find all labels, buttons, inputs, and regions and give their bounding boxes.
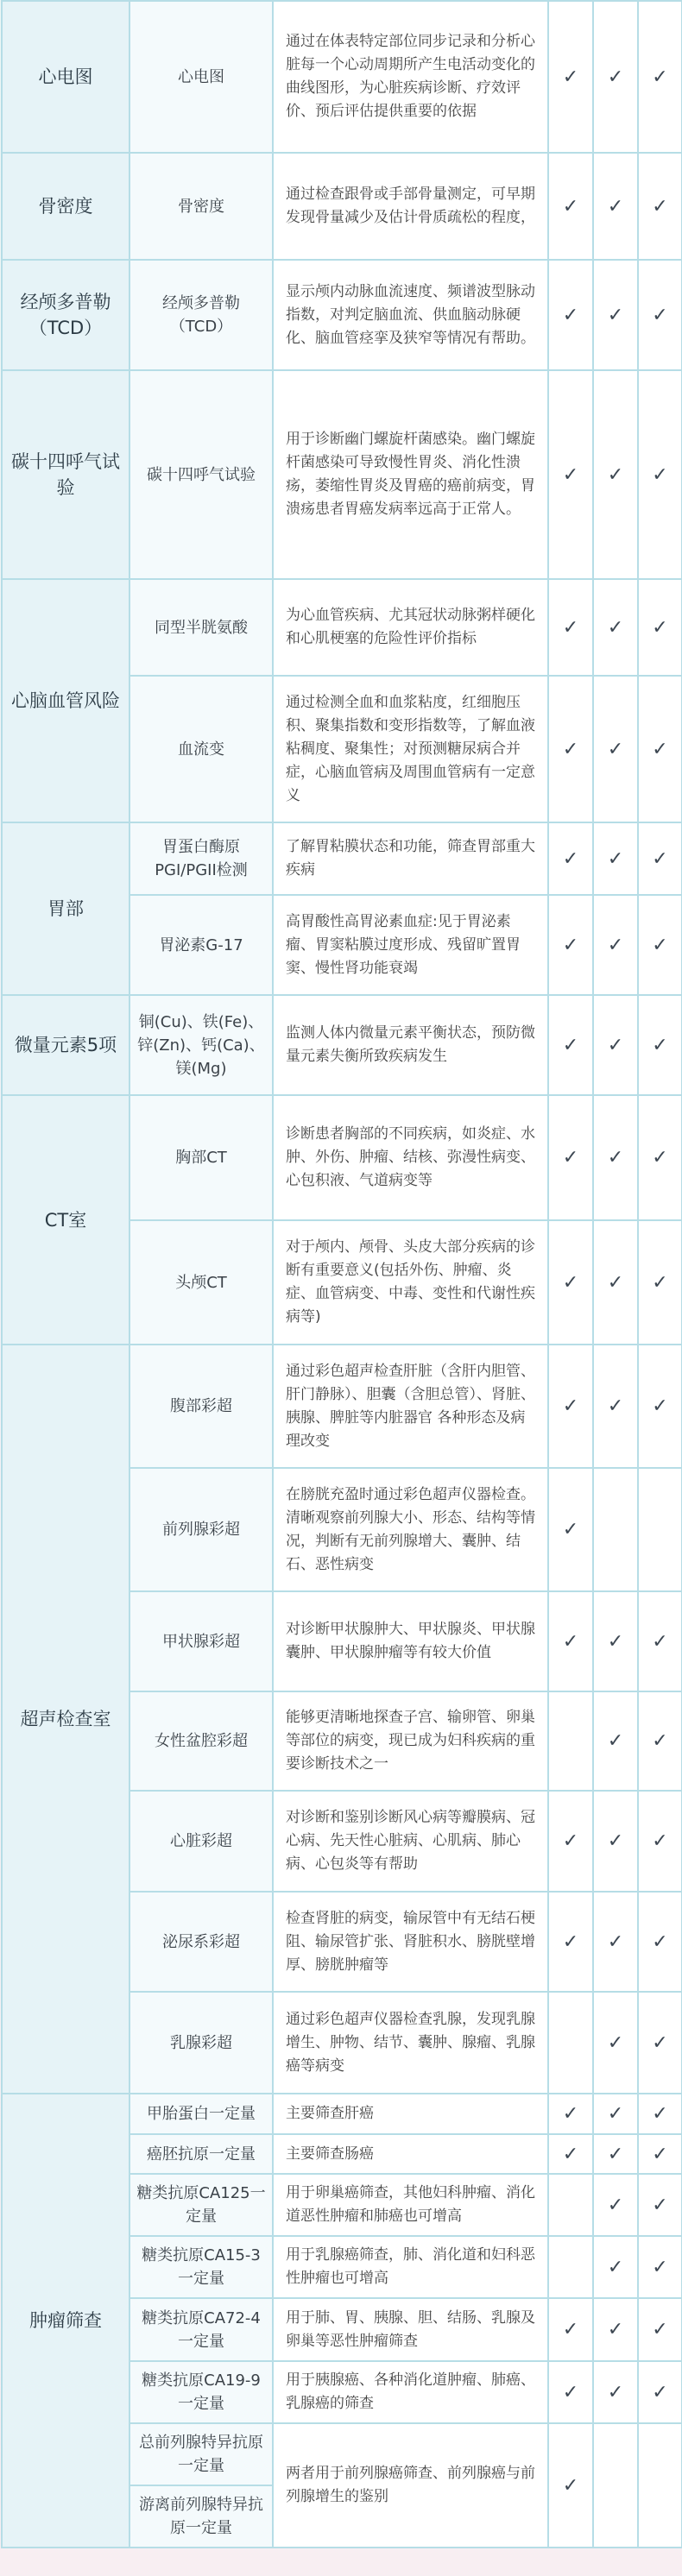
check-cell-2: ✓: [593, 579, 638, 676]
check-cell-2: ✓: [593, 2174, 638, 2236]
item-cell: 糖类抗原CA15-3一定量: [129, 2236, 273, 2298]
table-row: [2, 995, 682, 1095]
check-cell-1: ✓: [548, 1791, 593, 1892]
description-cell: 用于卵巢癌筛查，其他妇科肿瘤、消化道恶性肿瘤和肺癌也可增高: [273, 2174, 548, 2236]
item-cell: 游离前列腺特异抗原一定量: [129, 2485, 273, 2548]
check-cell-2: [593, 2423, 638, 2548]
item-cell: 经颅多普勒（TCD）: [129, 260, 273, 370]
check-cell-3: ✓: [638, 1892, 682, 1992]
check-cell-2: ✓: [593, 2298, 638, 2361]
table-row: [2, 153, 682, 260]
item-cell: 甲状腺彩超: [129, 1591, 273, 1691]
item-cell: 心电图: [129, 1, 273, 153]
check-cell-2: ✓: [593, 370, 638, 579]
check-cell-1: ✓: [548, 1345, 593, 1468]
table-row: [2, 260, 682, 370]
check-cell-3: ✓: [638, 579, 682, 676]
check-cell-1: ✓: [548, 1591, 593, 1691]
description-cell: 显示颅内动脉血流速度、频谱波型脉动指数，对判定脑血流、供血脑动脉硬化、脑血管痉挛及狭窄等情况有帮助。: [273, 260, 548, 370]
check-cell-1: [548, 1691, 593, 1791]
check-cell-3: [638, 1468, 682, 1591]
category-cell: 胃部: [2, 822, 129, 995]
item-cell: 骨密度: [129, 153, 273, 260]
check-cell-1: ✓: [548, 153, 593, 260]
item-cell: 甲胎蛋白一定量: [129, 2094, 273, 2134]
description-cell: 通过检查跟骨或手部骨量测定，可早期发现骨量减少及估计骨质疏松的程度，: [273, 153, 548, 260]
description-cell: 对诊断和鉴别诊断风心病等瓣膜病、冠心病、先天性心脏病、心肌病、肺心病、心包炎等有帮助: [273, 1791, 548, 1892]
check-cell-1: ✓: [548, 895, 593, 995]
category-cell: 心电图: [2, 1, 129, 153]
check-cell-3: ✓: [638, 1345, 682, 1468]
table-row: [2, 1095, 682, 1220]
description-cell: 了解胃粘膜状态和功能，筛查胃部重大疾病: [273, 822, 548, 895]
check-cell-3: ✓: [638, 676, 682, 822]
item-cell: 腹部彩超: [129, 1345, 273, 1468]
check-cell-3: ✓: [638, 1095, 682, 1220]
check-cell-2: ✓: [593, 895, 638, 995]
category-cell: 骨密度: [2, 153, 129, 260]
description-cell: 监测人体内微量元素平衡状态，预防微量元素失衡所致疾病发生: [273, 995, 548, 1095]
check-cell-3: ✓: [638, 260, 682, 370]
table-row: [2, 1345, 682, 1468]
category-cell: 碳十四呼气试验: [2, 370, 129, 579]
check-cell-1: ✓: [548, 2094, 593, 2134]
check-cell-1: ✓: [548, 1095, 593, 1220]
category-cell: 肿瘤筛查: [2, 2094, 129, 2548]
item-cell: 糖类抗原CA72-4一定量: [129, 2298, 273, 2361]
description-cell: 通过彩色超声仪器检查乳腺，发现乳腺增生、肿物、结节、囊肿、腺瘤、乳腺癌等病变: [273, 1992, 548, 2094]
check-cell-1: ✓: [548, 1, 593, 153]
check-cell-1: ✓: [548, 995, 593, 1095]
check-cell-2: ✓: [593, 1095, 638, 1220]
check-cell-3: ✓: [638, 2361, 682, 2423]
description-cell: 通过检测全血和血浆粘度，红细胞压积、聚集指数和变形指数等，了解血液粘稠度、聚集性；对预测糖尿病合并症，心脑血管病及周围血管病有一定意义: [273, 676, 548, 822]
check-cell-2: ✓: [593, 1220, 638, 1345]
table-row: [2, 2094, 682, 2134]
check-cell-3: [638, 2423, 682, 2548]
check-cell-2: ✓: [593, 1345, 638, 1468]
item-cell: 心脏彩超: [129, 1791, 273, 1892]
table-row: [2, 370, 682, 579]
check-cell-2: ✓: [593, 2361, 638, 2423]
item-cell: 胃蛋白酶原PGI/PGII检测: [129, 822, 273, 895]
check-cell-2: ✓: [593, 2134, 638, 2174]
description-cell: 对诊断甲状腺肿大、甲状腺炎、甲状腺囊肿、甲状腺肿瘤等有较大价值: [273, 1591, 548, 1691]
check-cell-1: [548, 2174, 593, 2236]
check-cell-3: ✓: [638, 1791, 682, 1892]
check-cell-1: ✓: [548, 1220, 593, 1345]
check-cell-3: ✓: [638, 153, 682, 260]
description-cell: 用于乳腺癌筛查，肺、消化道和妇科恶性肿瘤也可增高: [273, 2236, 548, 2298]
check-cell-3: ✓: [638, 1591, 682, 1691]
check-cell-3: ✓: [638, 2236, 682, 2298]
description-cell: 两者用于前列腺癌筛查、前列腺癌与前列腺增生的鉴别: [273, 2423, 548, 2548]
check-cell-2: ✓: [593, 1691, 638, 1791]
item-cell: 碳十四呼气试验: [129, 370, 273, 579]
item-cell: 总前列腺特异抗原一定量: [129, 2423, 273, 2485]
check-cell-3: ✓: [638, 1220, 682, 1345]
table-row: [2, 1, 682, 153]
item-cell: 前列腺彩超: [129, 1468, 273, 1591]
item-cell: 乳腺彩超: [129, 1992, 273, 2094]
check-cell-3: ✓: [638, 2134, 682, 2174]
check-cell-1: ✓: [548, 579, 593, 676]
item-cell: 糖类抗原CA125一定量: [129, 2174, 273, 2236]
check-cell-2: ✓: [593, 2236, 638, 2298]
check-cell-1: [548, 2236, 593, 2298]
item-cell: 胸部CT: [129, 1095, 273, 1220]
check-cell-2: ✓: [593, 1791, 638, 1892]
item-cell: 胃泌素G-17: [129, 895, 273, 995]
check-cell-1: ✓: [548, 1892, 593, 1992]
check-cell-1: ✓: [548, 2361, 593, 2423]
table-row: [2, 822, 682, 895]
check-cell-3: ✓: [638, 895, 682, 995]
check-cell-2: ✓: [593, 1892, 638, 1992]
description-cell: 诊断患者胸部的不同疾病，如炎症、水肿、外伤、肿瘤、结核、弥漫性病变、心包积液、气道病变等: [273, 1095, 548, 1220]
check-cell-2: [593, 1468, 638, 1591]
description-cell: 为心血管疾病、尤其冠状动脉粥样硬化和心肌梗塞的危险性评价指标: [273, 579, 548, 676]
description-cell: 通过在体表特定部位同步记录和分析心脏每一个心动周期所产生电活动变化的曲线图形，为心脏疾病诊断、疗效评价、预后评估提供重要的依据: [273, 1, 548, 153]
item-cell: 头颅CT: [129, 1220, 273, 1345]
description-cell: 能够更清晰地探查子宫、输卵管、卵巢等部位的病变，现已成为妇科疾病的重要诊断技术之一: [273, 1691, 548, 1791]
item-cell: 癌胚抗原一定量: [129, 2134, 273, 2174]
table-row: [2, 579, 682, 676]
item-cell: 同型半胱氨酸: [129, 579, 273, 676]
check-cell-1: ✓: [548, 676, 593, 822]
check-cell-2: ✓: [593, 2094, 638, 2134]
check-cell-3: ✓: [638, 995, 682, 1095]
category-cell: 心脑血管风险: [2, 579, 129, 822]
description-cell: 主要筛查肝癌: [273, 2094, 548, 2134]
check-cell-1: [548, 1992, 593, 2094]
check-cell-2: ✓: [593, 822, 638, 895]
check-cell-1: ✓: [548, 2298, 593, 2361]
description-cell: 高胃酸性高胃泌素血症:见于胃泌素瘤、胃窦粘膜过度形成、残留旷置胃窦、慢性肾功能衰竭: [273, 895, 548, 995]
exam-items-table: [1, 0, 682, 2548]
check-cell-3: ✓: [638, 1691, 682, 1791]
item-cell: 糖类抗原CA19-9一定量: [129, 2361, 273, 2423]
check-cell-3: ✓: [638, 1, 682, 153]
check-cell-3: ✓: [638, 2174, 682, 2236]
check-cell-2: ✓: [593, 1992, 638, 2094]
check-cell-2: ✓: [593, 153, 638, 260]
check-cell-1: ✓: [548, 2423, 593, 2548]
check-cell-1: ✓: [548, 2134, 593, 2174]
description-cell: 对于颅内、颅骨、头皮大部分疾病的诊断有重要意义(包括外伤、肿瘤、炎症、血管病变、中毒、变性和代谢性疾病等): [273, 1220, 548, 1345]
category-cell: CT室: [2, 1095, 129, 1345]
description-cell: 用于诊断幽门螺旋杆菌感染。幽门螺旋杆菌感染可导致慢性胃炎、消化性溃疡，萎缩性胃炎及胃癌的癌前病变，胃溃疡患者胃癌发病率远高于正常人。: [273, 370, 548, 579]
check-cell-2: ✓: [593, 260, 638, 370]
check-cell-2: ✓: [593, 676, 638, 822]
item-cell: 血流变: [129, 676, 273, 822]
item-cell: 女性盆腔彩超: [129, 1691, 273, 1791]
check-cell-3: ✓: [638, 2298, 682, 2361]
description-cell: 在膀胱充盈时通过彩色超声仪器检查。清晰观察前列腺大小、形态、结构等情况，判断有无前列腺增大、囊肿、结石、恶性病变: [273, 1468, 548, 1591]
description-cell: 用于胰腺癌、各种消化道肿瘤、肺癌、乳腺癌的筛查: [273, 2361, 548, 2423]
check-cell-1: ✓: [548, 370, 593, 579]
description-cell: 主要筛查肠癌: [273, 2134, 548, 2174]
check-cell-3: ✓: [638, 2094, 682, 2134]
check-cell-2: ✓: [593, 1591, 638, 1691]
check-cell-2: ✓: [593, 1, 638, 153]
check-cell-1: ✓: [548, 1468, 593, 1591]
check-cell-2: ✓: [593, 995, 638, 1095]
item-cell: 泌尿系彩超: [129, 1892, 273, 1992]
description-cell: 通过彩色超声检查肝脏（含肝内胆管、肝门静脉）、胆囊（含胆总管）、肾脏、胰腺、脾脏等内脏器官 各种形态及病理改变: [273, 1345, 548, 1468]
check-cell-3: ✓: [638, 1992, 682, 2094]
check-cell-3: ✓: [638, 822, 682, 895]
category-cell: 微量元素5项: [2, 995, 129, 1095]
category-cell: 超声检查室: [2, 1345, 129, 2094]
item-cell: 铜(Cu)、铁(Fe)、锌(Zn)、钙(Ca)、镁(Mg): [129, 995, 273, 1095]
description-cell: 检查肾脏的病变，输尿管中有无结石梗阻、输尿管扩张、肾脏积水、膀胱壁增厚、膀胱肿瘤等: [273, 1892, 548, 1992]
check-cell-1: ✓: [548, 822, 593, 895]
check-cell-1: ✓: [548, 260, 593, 370]
category-cell: 经颅多普勒（TCD）: [2, 260, 129, 370]
description-cell: 用于肺、胃、胰腺、胆、结肠、乳腺及卵巢等恶性肿瘤筛查: [273, 2298, 548, 2361]
check-cell-3: ✓: [638, 370, 682, 579]
